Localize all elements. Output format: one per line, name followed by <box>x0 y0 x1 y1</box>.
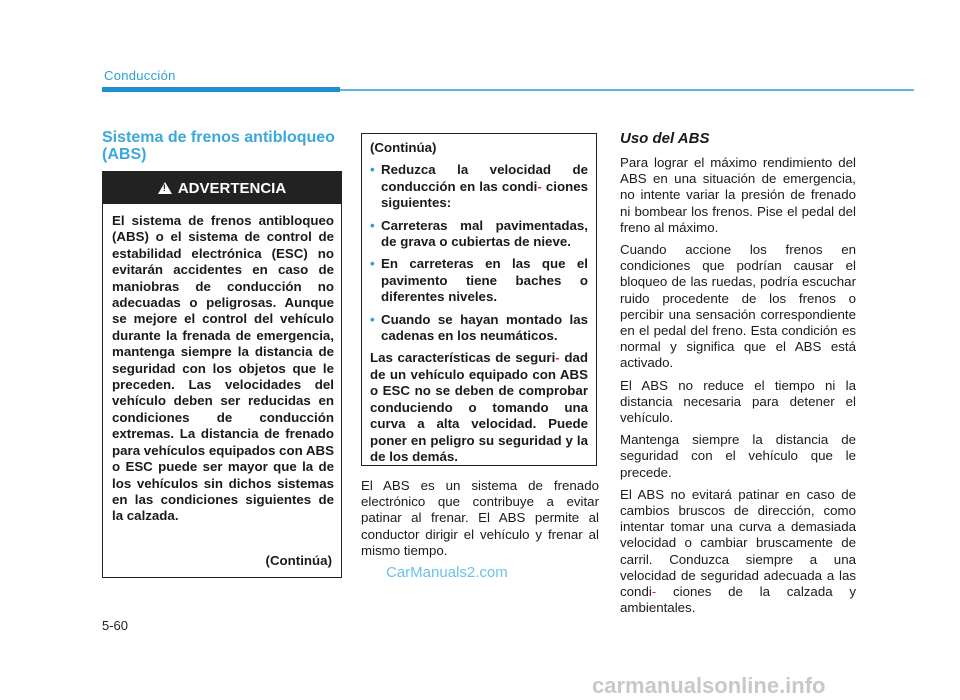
page-number: 5-60 <box>102 618 129 633</box>
warning-text: El sistema de frenos antibloqueo (ABS) o el sistema de control de estabilidad electrónica (ESC) no evitarán accidentes en caso de maniobras de conducción no adecuadas o peligrosas. Aunque se mejore el control del vehículo durante la frenada de emergencia, mantenga siempre la distancia de seguridad con los objetos que le preceden. Las velocidades del vehículo deben ser reducidas en condiciones de conducción extremas. La distancia de frenado para vehículos equipados con ABS o ESC puede ser mayor que la de los vehículos sin dichos sistemas en las condiciones siguientes de la calzada. <box>112 213 334 524</box>
paragraph: Cuando accione los frenos en condiciones que podrían causar el bloqueo de las ruedas, podría escuchar ruido procedente de los frenos o percibir una sensación correspondiente en el pedal del freno. Esta condición es normal y significa que el ABS está activado. <box>620 242 856 371</box>
warning-continued-content <box>370 140 588 471</box>
warning-label: ADVERTENCIA <box>177 179 287 197</box>
header-bar-accent <box>102 87 340 92</box>
paragraph: El ABS no reduce el tiempo ni la distancia necesaria para detener el vehículo. <box>620 377 856 426</box>
warning-continues: (Continúa) <box>265 553 332 568</box>
paragraph: Para lograr el máximo rendimiento del ABS en una situación de emergencia, no intente variar la presión de frenado ni bombear los frenos. Pise el pedal del freno al máximo. <box>620 155 856 235</box>
watermark-footer: carmanualsonline.info <box>592 673 826 698</box>
paragraph: Mantenga siempre la distancia de seguridad con el vehículo que le precede. <box>620 432 856 480</box>
continued-closing-text: Las características de seguri- dad de un vehículo equipado con ABS o ESC no se deben de comprobar conduciendo o tomando una curva a alta velocidad. Puede poner en peligro su seguridad y la de los demás. <box>370 350 588 464</box>
warning-header <box>103 172 341 204</box>
warning-triangle-icon <box>158 182 172 194</box>
list-item: • Reduzca la velocidad de conducción en las condi- ciones siguientes: <box>370 162 588 211</box>
list-item: • Cuando se hayan montado las cadenas en los neumáticos. <box>370 312 588 345</box>
abs-usage-heading: Uso del ABS <box>620 130 710 147</box>
abs-description-paragraph: El ABS es un sistema de frenado electrónico que contribuye a evitar patinar al frenar. El ABS permite al conductor dirigir el vehículo y frenar al mismo tiempo. <box>361 478 599 558</box>
list-item: • Carreteras mal pavimentadas, de grava o cubiertas de nieve. <box>370 218 588 251</box>
abs-usage-column <box>620 130 856 622</box>
section-title: Sistema de frenos antibloqueo (ABS) <box>102 129 335 163</box>
list-item: • En carreteras en las que el pavimento tiene baches o diferentes niveles. <box>370 256 588 305</box>
header-rule <box>340 89 914 91</box>
warning-continued-box <box>361 133 597 466</box>
watermark-link[interactable]: CarManuals2.com <box>386 564 508 581</box>
warning-box <box>102 171 342 578</box>
paragraph: El ABS no evitará patinar en caso de cambios bruscos de dirección, como intentar tomar una curva a demasiada velocidad o cambiar bruscamente de carril. Conduzca siempre a una velocidad de seguridad adecuada a las condi- ciones de la calzada y ambientales. <box>620 486 856 616</box>
section-header-title: Conducción <box>104 68 176 83</box>
continued-label: (Continúa) <box>370 140 437 155</box>
